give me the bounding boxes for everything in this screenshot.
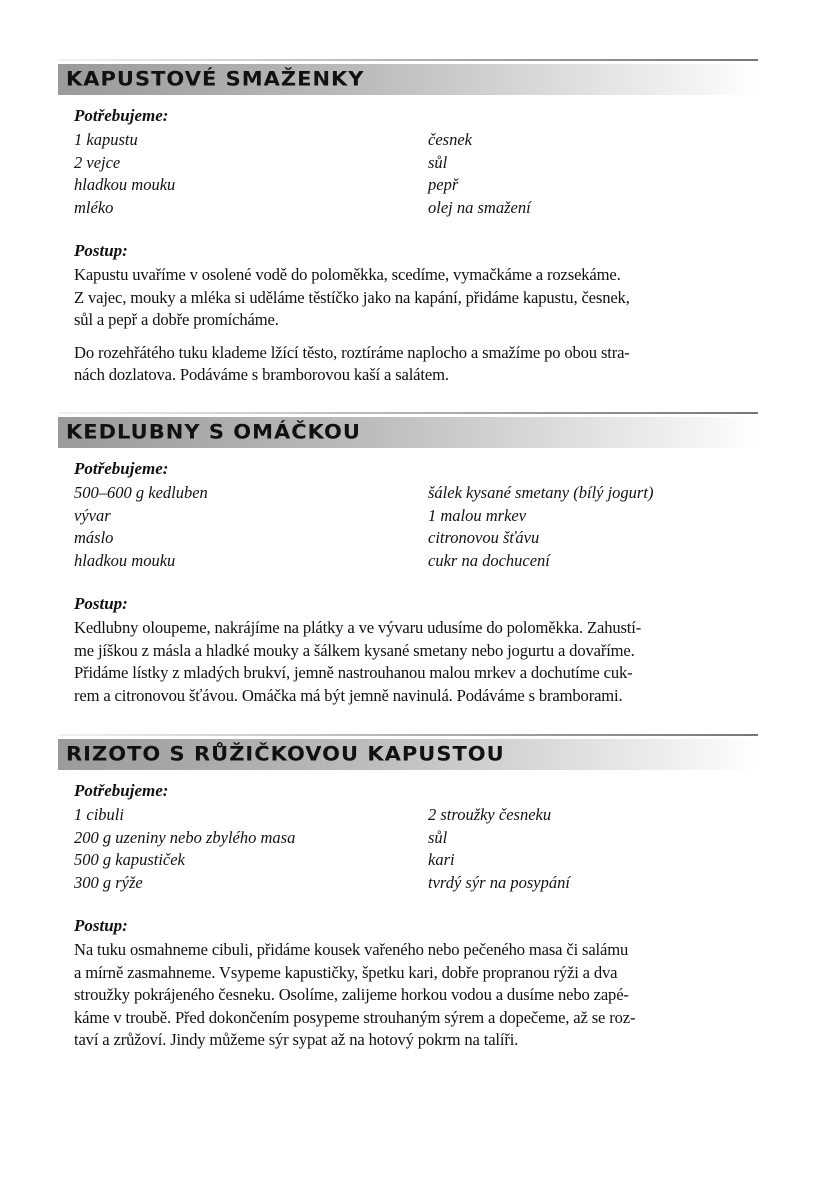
method-line: a mírně zasmahneme. Vsypeme kapustičky, špetku kari, dobře propranou rýži a dva bbox=[74, 962, 618, 982]
recipe-title: KAPUSTOVÉ SMAŽENKY bbox=[66, 67, 365, 91]
method-line: sůl a pepř a dobře promícháme. bbox=[74, 310, 279, 330]
ingredient-item: hladkou mouku bbox=[74, 175, 176, 195]
ingredient-item: olej na smažení bbox=[428, 197, 531, 217]
ingredients-label: Potřebujeme: bbox=[74, 106, 169, 125]
ingredient-item: vývar bbox=[74, 505, 111, 525]
header-rule bbox=[58, 734, 758, 736]
ingredients-label: Potřebujeme: bbox=[74, 459, 169, 478]
header-rule bbox=[58, 59, 758, 61]
ingredients-label: Potřebujeme: bbox=[74, 781, 169, 800]
recipe-title: RIZOTO S RŮŽIČKOVOU KAPUSTOU bbox=[66, 742, 505, 766]
method-line: me jíškou z másla a hladké mouky a šálkem kysané smetany nebo jogurtu a dovaříme. bbox=[74, 640, 635, 660]
ingredient-item: mléko bbox=[74, 197, 114, 217]
ingredient-item: 1 malou mrkev bbox=[428, 505, 527, 525]
method-line: nách dozlatova. Podáváme s bramborovou kaší a salátem. bbox=[74, 365, 449, 385]
method-line: stroužky pokrájeného česneku. Osolíme, zalijeme horkou vodou a dusíme nebo zapé- bbox=[74, 985, 629, 1005]
method-line: káme v troubě. Před dokončením posypeme strouhaným sýrem a dopečeme, až se roz- bbox=[74, 1007, 636, 1027]
method-line: Do rozehřátého tuku klademe lžící těsto, roztíráme naplocho a smažíme po obou stra- bbox=[74, 342, 630, 362]
method-line: Z vajec, mouky a mléka si uděláme těstíčko jako na kapání, přidáme kapustu, česnek, bbox=[74, 287, 630, 307]
header-rule bbox=[58, 412, 758, 414]
ingredient-item: sůl bbox=[428, 827, 448, 847]
method-label: Postup: bbox=[74, 241, 128, 260]
ingredient-item: pepř bbox=[428, 175, 459, 195]
method-line: Přidáme lístky z mladých brukví, jemně nastrouhanou malou mrkev a dochutíme cuk- bbox=[74, 663, 633, 683]
recipe-header-bar bbox=[58, 739, 758, 770]
method-line: Kedlubny oloupeme, nakrájíme na plátky a ve vývaru udusíme do poloměkka. Zahustí- bbox=[74, 618, 642, 637]
ingredient-item: 200 g uzeniny nebo zbylého masa bbox=[74, 827, 296, 847]
method-paragraph bbox=[74, 264, 630, 332]
recipe-header-bar bbox=[58, 64, 758, 95]
ingredient-item: česnek bbox=[428, 130, 472, 149]
method-line: Kapustu uvaříme v osolené vodě do poloměkka, scedíme, vymačkáme a rozsekáme. bbox=[74, 265, 621, 284]
ingredient-item: máslo bbox=[74, 528, 114, 548]
method-label: Postup: bbox=[74, 916, 128, 935]
method-line: taví a zrůžoví. Jindy můžeme sýr sypat až na hotový pokrm na talíři. bbox=[74, 1030, 519, 1050]
ingredient-item: 1 kapustu bbox=[74, 130, 138, 149]
ingredient-item: 500 g kapustiček bbox=[74, 850, 185, 870]
method-label: Postup: bbox=[74, 594, 128, 613]
ingredient-item: sůl bbox=[428, 152, 448, 172]
method-paragraph bbox=[74, 342, 630, 387]
ingredient-item: 300 g rýže bbox=[74, 872, 143, 892]
method-paragraph bbox=[74, 939, 635, 1052]
recipe-header-bar bbox=[58, 417, 758, 448]
ingredient-item: 2 stroužky česneku bbox=[428, 805, 552, 824]
method-line: Na tuku osmahneme cibuli, přidáme kousek vařeného nebo pečeného masa či salámu bbox=[74, 940, 629, 959]
ingredient-item: kari bbox=[428, 850, 455, 870]
ingredient-item: tvrdý sýr na posypání bbox=[428, 872, 570, 892]
ingredient-item: citronovou šťávu bbox=[428, 528, 540, 548]
ingredient-item: 2 vejce bbox=[74, 152, 121, 172]
ingredient-item: 1 cibuli bbox=[74, 805, 124, 824]
recipe-title: KEDLUBNY S OMÁČKOU bbox=[66, 420, 361, 444]
method-line: rem a citronovou šťávou. Omáčka má být jemně navinulá. Podáváme s bramborami. bbox=[74, 685, 623, 705]
ingredient-item: 500–600 g kedluben bbox=[74, 483, 208, 502]
ingredient-item: cukr na dochucení bbox=[428, 550, 550, 570]
ingredient-item: šálek kysané smetany (bílý jogurt) bbox=[428, 483, 654, 502]
method-paragraph bbox=[74, 617, 641, 707]
ingredient-item: hladkou mouku bbox=[74, 550, 176, 570]
